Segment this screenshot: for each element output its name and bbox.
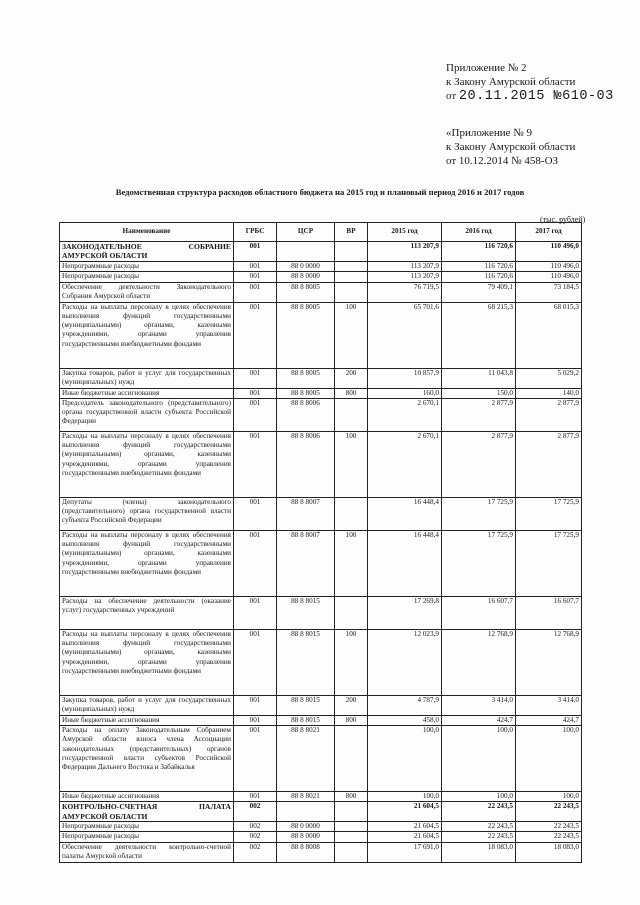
row-vr: 800 [335,715,368,725]
table-row [60,398,582,431]
row-csr: 88 8 8015 [277,629,335,695]
table-row [60,388,582,398]
row-2015: 17 269,8 [368,596,442,629]
row-2016: 17 725,9 [442,530,516,596]
row-2015: 16 448,4 [368,530,442,596]
row-2015: 113 207,9 [368,272,442,282]
units-label: (тыс. рублей) [540,215,586,224]
row-csr: 88 8 0000 [277,272,335,282]
row-2016: 11 043,8 [442,368,516,388]
row-vr: 100 [335,302,368,368]
row-2017: 110 496,0 [516,262,582,272]
row-2016: 22 243,5 [442,822,516,832]
row-vr [335,497,368,530]
table-row [60,262,582,272]
row-vr: 800 [335,792,368,802]
row-csr: 88 8 8006 [277,431,335,497]
handwritten-date-number: 20.11.2015 №610-03 [458,89,614,104]
row-name: ЗАКОНОДАТЕЛЬНОЕ СОБРАНИЕ АМУРСКОЙ ОБЛАСТИ [60,242,234,262]
row-2017: 18 083,0 [516,842,582,862]
row-grbs: 002 [234,802,277,822]
row-2017: 22 243,5 [516,802,582,822]
row-csr: 88 8 8008 [277,842,335,862]
row-2016: 18 083,0 [442,842,516,862]
row-grbs: 001 [234,695,277,715]
row-2017: 100,0 [516,726,582,792]
row-vr: 100 [335,431,368,497]
row-csr: 88 0 0000 [277,262,335,272]
table-header-row [60,223,582,242]
row-csr: 88 8 8007 [277,530,335,596]
table-row [60,822,582,832]
table-row [60,272,582,282]
row-vr [335,802,368,822]
row-grbs: 002 [234,832,277,842]
row-2016: 17 725,9 [442,497,516,530]
row-grbs: 001 [234,302,277,368]
table-row [60,302,582,368]
row-2015: 21 604,5 [368,832,442,842]
row-2017: 73 184,5 [516,282,582,302]
row-2016: 100,0 [442,792,516,802]
row-csr: 88 0 0000 [277,822,335,832]
row-csr: 88 8 0000 [277,832,335,842]
row-2016: 22 243,5 [442,832,516,842]
date-line-2: от 10.12.2014 № 458-ОЗ [446,155,559,167]
row-grbs: 001 [234,388,277,398]
row-vr [335,842,368,862]
row-grbs: 001 [234,242,277,262]
row-csr: 88 8 8021 [277,792,335,802]
row-grbs: 001 [234,792,277,802]
row-2016: 2 877,9 [442,431,516,497]
row-2015: 4 787,9 [368,695,442,715]
document-title: Ведомственная структура расходов областного бюджета на 2015 год и плановый период 2016 и 2017 годов [115,187,525,197]
row-2017: 17 725,9 [516,530,582,596]
row-grbs: 001 [234,398,277,431]
col-header-name: Наименование [60,223,234,242]
row-2017: 110 496,0 [516,272,582,282]
row-vr [335,262,368,272]
row-grbs: 001 [234,596,277,629]
row-name: КОНТРОЛЬНО-СЧЕТНАЯ ПАЛАТА АМУРСКОЙ ОБЛАСТИ [60,802,234,822]
row-grbs: 002 [234,842,277,862]
col-header-grbs: ГРБС [234,223,277,242]
row-vr: 100 [335,629,368,695]
table-section-row [60,802,582,822]
row-grbs: 001 [234,715,277,725]
row-csr [277,802,335,822]
col-header-vr: ВР [335,223,368,242]
row-grbs: 001 [234,431,277,497]
col-header-csr: ЦСР [277,223,335,242]
row-2016: 79 409,1 [442,282,516,302]
table-row [60,695,582,715]
row-vr [335,726,368,792]
row-2017: 3 414,0 [516,695,582,715]
row-vr: 200 [335,695,368,715]
table-section-row [60,242,582,262]
table-row [60,431,582,497]
row-2016: 2 877,9 [442,398,516,431]
row-vr [335,272,368,282]
row-csr: 88 8 8015 [277,695,335,715]
row-csr: 88 8 8005 [277,302,335,368]
row-name: Расходы на выплаты персоналу в целях обеспечения выполнения функций государственными (муниципальными) органами, казенными учреждениями, органами управления государственными внебюджетными фондами [60,629,234,695]
row-csr: 88 8 8007 [277,497,335,530]
row-2016: 3 414,0 [442,695,516,715]
row-csr: 88 8 8021 [277,726,335,792]
row-csr: 88 8 8015 [277,715,335,725]
row-name: Обеспечение деятельности контрольно-счетной палаты Амурской области [60,842,234,862]
row-2017: 2 877,9 [516,398,582,431]
row-name: Председатель законодательного (представительного) органа государственной власти субъекта Российской Федерации [60,398,234,431]
row-2016: 68 215,3 [442,302,516,368]
row-2015: 100,0 [368,792,442,802]
row-csr: 88 8 8015 [277,596,335,629]
row-grbs: 002 [234,822,277,832]
row-2017: 140,0 [516,388,582,398]
row-2016: 100,0 [442,726,516,792]
table-row [60,368,582,388]
row-csr [277,242,335,262]
row-grbs: 001 [234,629,277,695]
row-csr: 88 8 8005 [277,368,335,388]
row-2017: 16 607,7 [516,596,582,629]
row-2016: 424,7 [442,715,516,725]
table-row [60,282,582,302]
row-vr: 200 [335,368,368,388]
row-csr: 88 8 8005 [277,282,335,302]
table-row [60,530,582,596]
col-header-2016: 2016 год [442,223,516,242]
row-2015: 2 670,1 [368,431,442,497]
row-2017: 68 015,3 [516,302,582,368]
row-name: Депутаты (члены) законодательного (представительного) органа государственной власти субъекта Российской Федерации [60,497,234,530]
row-csr: 88 8 8005 [277,388,335,398]
row-name: Расходы на оплату Законодательным Собранием Амурской области взноса члена Ассоциации законодательных (представительных) органов государственной власти субъектов Российской Федерации Дальнего Востока и Забайкалья [60,726,234,792]
row-name: Непрограммные расходы [60,832,234,842]
row-2017: 110 496,0 [516,242,582,262]
table-row [60,715,582,725]
row-2017: 12 768,9 [516,629,582,695]
row-grbs: 001 [234,272,277,282]
appendix-line: Приложение № 2 [446,62,527,74]
row-2017: 2 877,9 [516,431,582,497]
table-row [60,726,582,792]
row-2015: 17 691,0 [368,842,442,862]
col-header-2017: 2017 год [516,223,582,242]
table-body [60,242,582,863]
row-2015: 113 207,9 [368,262,442,272]
table-row [60,832,582,842]
row-2015: 21 604,5 [368,822,442,832]
row-2016: 150,0 [442,388,516,398]
row-grbs: 001 [234,282,277,302]
row-vr [335,596,368,629]
row-2016: 116 720,6 [442,262,516,272]
row-grbs: 001 [234,262,277,272]
row-grbs: 001 [234,530,277,596]
budget-table [59,222,582,863]
col-header-2015: 2015 год [368,223,442,242]
row-2017: 5 029,2 [516,368,582,388]
row-2015: 10 857,9 [368,368,442,388]
row-vr: 100 [335,530,368,596]
row-csr: 88 8 8006 [277,398,335,431]
row-2017: 100,0 [516,792,582,802]
table-row [60,629,582,695]
row-2016: 22 243,5 [442,802,516,822]
row-2016: 116 720,6 [442,272,516,282]
row-vr: 800 [335,388,368,398]
row-name: Иные бюджетные ассигнования [60,792,234,802]
row-2015: 16 448,4 [368,497,442,530]
table-row [60,497,582,530]
row-name: Иные бюджетные ассигнования [60,715,234,725]
row-2016: 12 768,9 [442,629,516,695]
row-name: Закупка товаров, работ и услуг для государственных (муниципальных) нужд [60,695,234,715]
row-2015: 100,0 [368,726,442,792]
row-name: Иные бюджетные ассигнования [60,388,234,398]
row-name: Непрограммные расходы [60,272,234,282]
row-grbs: 001 [234,497,277,530]
row-2017: 22 243,5 [516,832,582,842]
row-name: Расходы на выплаты персоналу в целях обеспечения выполнения функций государственными (муниципальными) органами, казенными учреждениями, органами управления государственными внебюджетными фондами [60,530,234,596]
row-2017: 424,7 [516,715,582,725]
row-vr [335,832,368,842]
row-name: Непрограммные расходы [60,822,234,832]
row-name: Расходы на выплаты персоналу в целях обеспечения выполнения функций государственными (муниципальными) органами, казенными учреждениями, органами управления государственными внебюджетными фондами [60,431,234,497]
table-row [60,842,582,862]
row-2015: 2 670,1 [368,398,442,431]
row-2016: 116 720,6 [442,242,516,262]
row-2017: 22 243,5 [516,822,582,832]
law-ref-line: к Закону Амурской области [446,76,576,88]
row-2015: 12 023,9 [368,629,442,695]
row-name: Непрограммные расходы [60,262,234,272]
row-2016: 16 607,7 [442,596,516,629]
date-line [446,89,614,104]
table-row [60,596,582,629]
row-vr [335,242,368,262]
row-2017: 17 725,9 [516,497,582,530]
date-prefix: от [446,90,457,102]
row-vr [335,398,368,431]
row-name: Расходы на обеспечение деятельности (оказание услуг) государственных учреждений [60,596,234,629]
row-vr [335,282,368,302]
row-vr [335,822,368,832]
row-2015: 160,0 [368,388,442,398]
row-2015: 65 701,6 [368,302,442,368]
table-row [60,792,582,802]
row-name: Обеспечение деятельности Законодательного Собрания Амурской области [60,282,234,302]
row-2015: 21 604,5 [368,802,442,822]
row-name: Расходы на выплаты персоналу в целях обеспечения выполнения функций государственными (муниципальными) органами, казенными учреждениями, органами управления государственными внебюджетными фондами [60,302,234,368]
row-2015: 458,0 [368,715,442,725]
row-2015: 76 719,5 [368,282,442,302]
row-name: Закупка товаров, работ и услуг для государственных (муниципальных) нужд [60,368,234,388]
row-grbs: 001 [234,368,277,388]
appendix9-line: «Приложение № 9 [446,127,533,139]
row-grbs: 001 [234,726,277,792]
row-2015: 113 207,9 [368,242,442,262]
law-ref-line-2: к Закону Амурской области [446,141,576,153]
